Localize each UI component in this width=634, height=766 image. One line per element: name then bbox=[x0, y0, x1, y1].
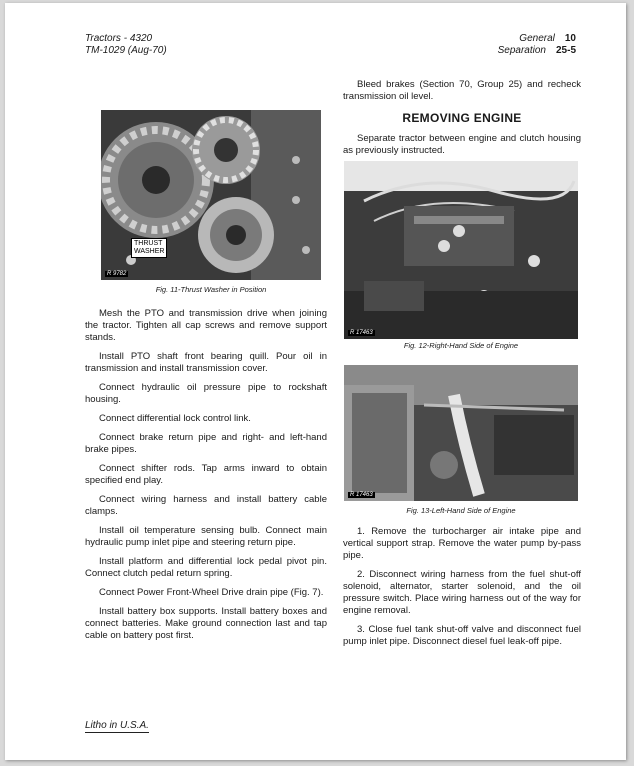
header-group: Separation bbox=[497, 45, 546, 56]
paragraph: Separate tractor between engine and clutch housing as previously instructed. bbox=[343, 133, 581, 156]
paragraph: Connect differential lock control link. bbox=[99, 413, 251, 424]
paragraph: Bleed brakes (Section 70, Group 25) and recheck transmission oil level. bbox=[343, 79, 581, 102]
step-item: 1. Remove the turbocharger air intake pipe and vertical support strap. Remove the water pump by-pass pipe. bbox=[343, 526, 581, 561]
fig12-id: R 17463 bbox=[350, 330, 373, 336]
header-right bbox=[498, 33, 576, 57]
engine-left-side-image bbox=[344, 365, 578, 501]
paragraph: Connect hydraulic oil pressure pipe to rockshaft housing. bbox=[85, 382, 327, 405]
manual-page bbox=[5, 3, 626, 760]
step-item: 3. Close fuel tank shut-off valve and disconnect fuel pump inlet pipe. Disconnect diesel fuel leak-off pipe. bbox=[343, 624, 581, 647]
header-model: Tractors - 4320 bbox=[85, 33, 153, 44]
right-column-steps bbox=[343, 526, 581, 655]
paragraph: Connect brake return pipe and right- and left-hand brake pipes. bbox=[85, 432, 327, 455]
fig13-photo bbox=[344, 365, 578, 501]
left-column bbox=[85, 308, 327, 649]
header-page-number: 25-5 bbox=[555, 45, 576, 56]
paragraph: Connect wiring harness and install battery cable clamps. bbox=[85, 494, 327, 517]
step-item: 2. Disconnect wiring harness from the fuel shut-off solenoid, alternator, starter solenoid, and the oil pressure switch. Place wiring harness out of the way for engine removal. bbox=[343, 569, 581, 616]
engine-right-side-image bbox=[344, 161, 578, 339]
paragraph: Connect shifter rods. Tap arms inward to obtain specified end play. bbox=[85, 463, 327, 486]
fig12-photo bbox=[344, 161, 578, 339]
fig13-id: R 17463 bbox=[350, 492, 373, 498]
paragraph: Connect Power Front-Wheel Drive drain pipe (Fig. 7). bbox=[99, 587, 324, 598]
fig11-id: R 9782 bbox=[107, 271, 127, 277]
thrust-washer-label: THRUST WASHER bbox=[131, 238, 167, 258]
header-section-number: 10 bbox=[564, 33, 576, 44]
paragraph: Mesh the PTO and transmission drive when joining the tractor. Tighten all cap screws and remove support stands. bbox=[85, 308, 327, 343]
fig11-caption: Fig. 11-Thrust Washer in Position bbox=[155, 285, 267, 294]
header-manual-number: TM-1029 (Aug-70) bbox=[85, 45, 167, 56]
header-section: General bbox=[519, 33, 555, 44]
right-column-top bbox=[343, 79, 581, 110]
paragraph: Install PTO shaft front bearing quill. Pour oil in transmission and install transmission cover. bbox=[85, 351, 327, 374]
section-title: REMOVING ENGINE bbox=[402, 111, 522, 125]
paragraph: Install platform and differential lock pedal pivot pin. Connect clutch pedal return spring. bbox=[85, 556, 327, 579]
header-left bbox=[85, 33, 167, 57]
right-column-intro bbox=[343, 133, 581, 164]
fig13-caption: Fig. 13-Left-Hand Side of Engine bbox=[406, 506, 516, 515]
fig12-caption: Fig. 12-Right-Hand Side of Engine bbox=[403, 341, 519, 350]
fig11-photo bbox=[101, 110, 321, 280]
paragraph: Install battery box supports. Install battery boxes and connect batteries. Make ground connection last and tap cable on battery post first. bbox=[85, 606, 327, 641]
footer-litho: Litho in U.S.A. bbox=[85, 720, 149, 731]
paragraph: Install oil temperature sensing bulb. Connect main hydraulic pump inlet pipe and steering return pipe. bbox=[85, 525, 327, 548]
